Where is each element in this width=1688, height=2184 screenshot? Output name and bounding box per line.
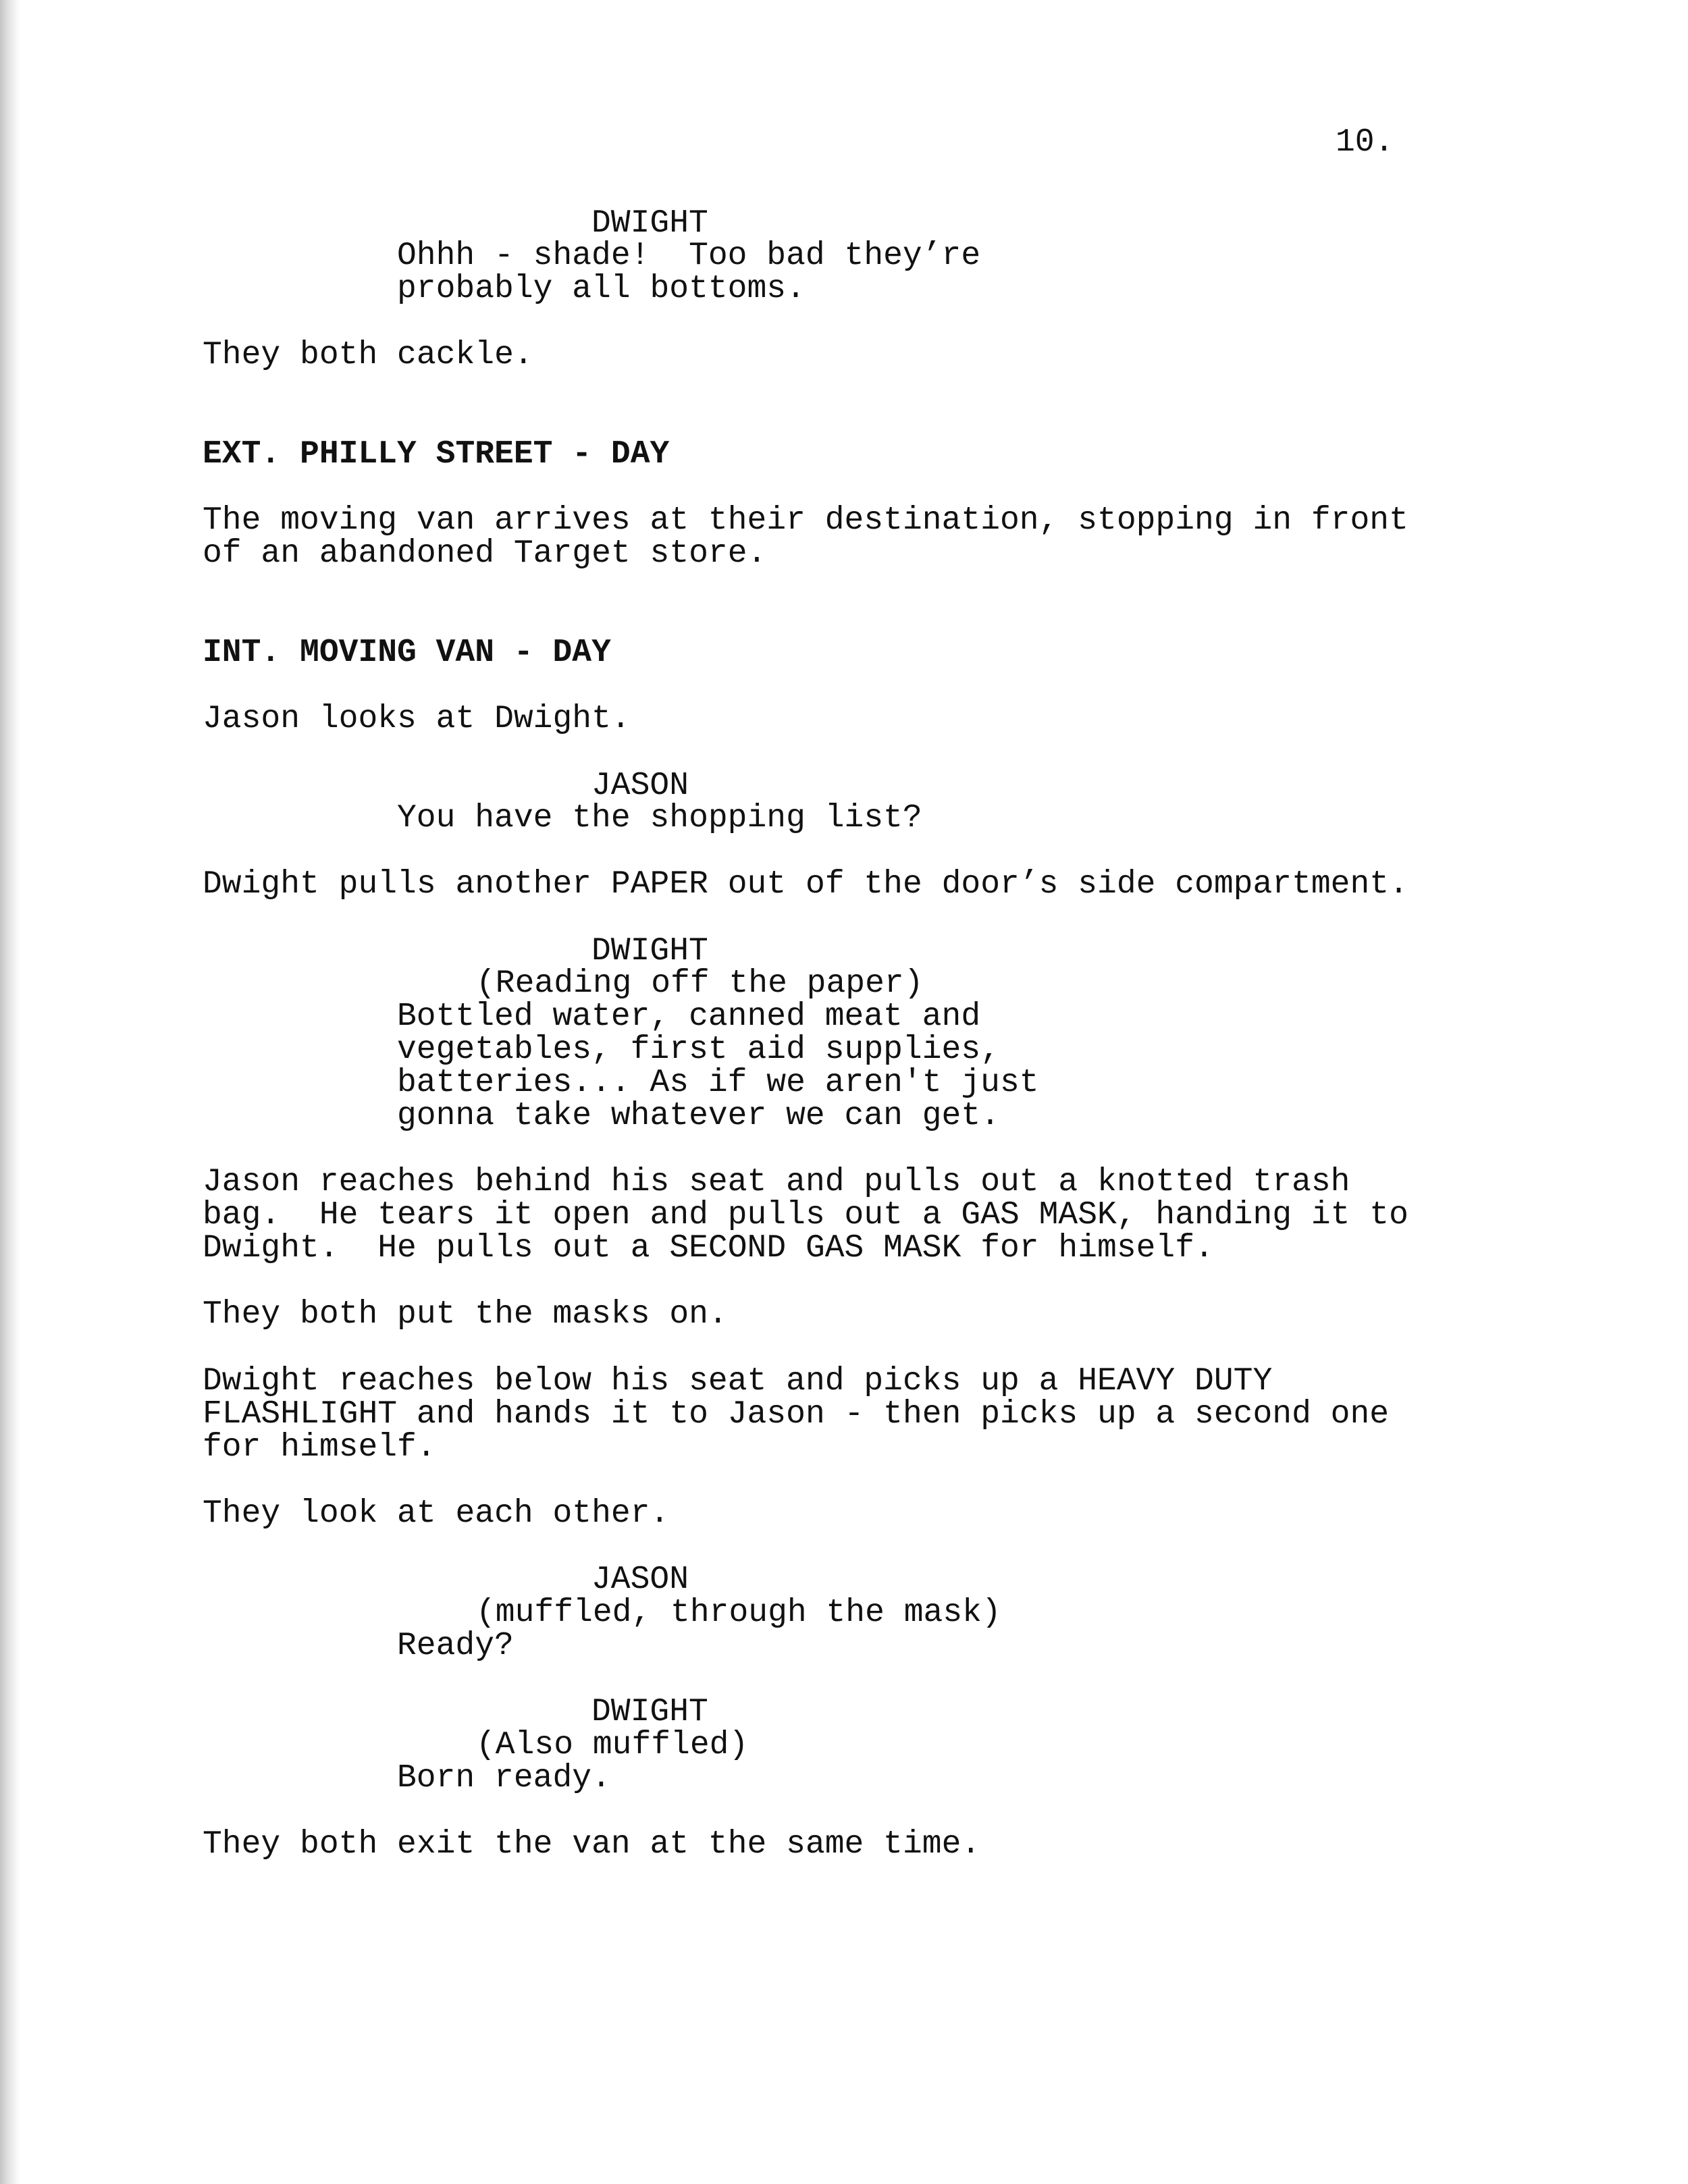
dialogue-line: Ohhh - shade! Too bad they’re	[397, 238, 981, 274]
dialogue-line: You have the shopping list?	[397, 800, 922, 836]
action-line: Dwight reaches below his seat and picks up a HEAVY DUTY	[203, 1363, 1273, 1400]
scene-heading: INT. MOVING VAN - DAY	[203, 635, 611, 671]
dialogue-line: probably all bottoms.	[397, 271, 806, 307]
action-line: FLASHLIGHT and hands it to Jason - then picks up a second one	[203, 1396, 1390, 1433]
action-line: of an abandoned Target store.	[203, 535, 767, 572]
action-line: bag. He tears it open and pulls out a GAS MASK, handing it to	[203, 1197, 1408, 1233]
parenthetical: (Also muffled)	[476, 1727, 749, 1763]
dialogue-line: Ready?	[397, 1628, 514, 1664]
action-line: They both cackle.	[203, 337, 533, 373]
action-line: They both put the masks on.	[203, 1296, 728, 1333]
parenthetical: (muffled, through the mask)	[476, 1595, 1001, 1631]
action-line: Jason reaches behind his seat and pulls out a knotted trash	[203, 1164, 1350, 1200]
action-line: They look at each other.	[203, 1495, 670, 1532]
dialogue-line: Born ready.	[397, 1760, 611, 1796]
action-line: for himself.	[203, 1429, 436, 1466]
character-name: JASON	[591, 768, 689, 804]
character-name: JASON	[591, 1562, 689, 1598]
dialogue-line: batteries... As if we aren't just	[397, 1065, 1039, 1101]
page-number: 10.	[1336, 124, 1394, 161]
action-line: Jason looks at Dwight.	[203, 701, 631, 737]
scene-heading: EXT. PHILLY STREET - DAY	[203, 436, 670, 473]
character-name: DWIGHT	[591, 933, 708, 969]
action-line: The moving van arrives at their destination, stopping in front	[203, 502, 1408, 539]
dialogue-line: gonna take whatever we can get.	[397, 1098, 1000, 1134]
parenthetical: (Reading off the paper)	[476, 965, 924, 1002]
dialogue-line: vegetables, first aid supplies,	[397, 1032, 1000, 1068]
character-name: DWIGHT	[591, 205, 708, 242]
action-line: They both exit the van at the same time.	[203, 1826, 981, 1863]
action-line: Dwight. He pulls out a SECOND GAS MASK for himself.	[203, 1230, 1214, 1267]
action-line: Dwight pulls another PAPER out of the door’s side compartment.	[203, 866, 1408, 903]
dialogue-line: Bottled water, canned meat and	[397, 998, 981, 1035]
character-name: DWIGHT	[591, 1694, 708, 1730]
